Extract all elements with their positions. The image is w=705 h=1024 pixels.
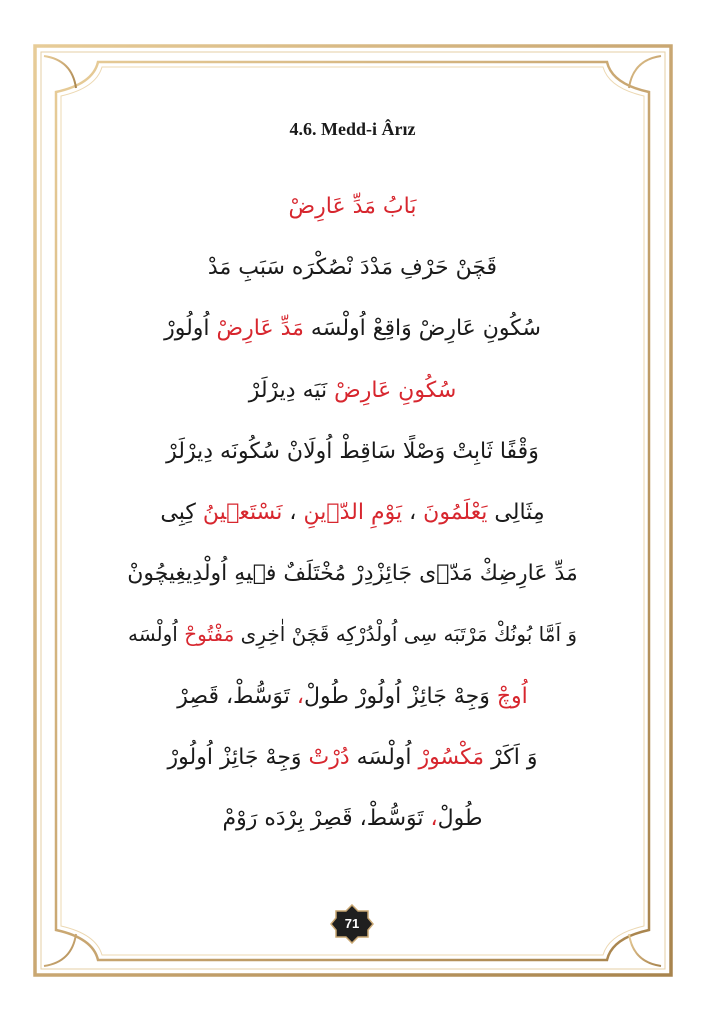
verse-line — [120, 439, 585, 465]
verse-text: وَ اَكَرْ — [484, 745, 538, 770]
verse-highlight: نَسْتَع۪ينُ — [202, 500, 283, 525]
verse-line — [120, 316, 585, 342]
verse-highlight: ، — [296, 684, 304, 709]
verse-line — [120, 500, 585, 526]
verse-line — [120, 255, 585, 281]
verse-highlight: بَابُ مَدِّ عَارِضْ — [288, 194, 417, 219]
verse-line — [120, 684, 585, 710]
verse-highlight: سُكُونِ عَارِضْ — [334, 378, 457, 403]
verse-text: مِثَالِى — [487, 500, 545, 525]
verse-line — [120, 806, 585, 832]
verse-text: تَوَسُّطْ، قَصِرْ بِرْدَه رَوْمْ — [222, 806, 431, 831]
page-number: 71 — [344, 916, 360, 931]
verse-text: وَقْفًا ثَابِتْ وَصْلًا سَاقِطْ اُولَانْ سُكُونَه دِيرْلَرْ — [166, 439, 539, 464]
verse-highlight: يَوْمِ الدّ۪ينِ — [303, 500, 403, 525]
verse-text: اُولْسَه — [127, 622, 185, 646]
verse-line — [120, 745, 585, 771]
verse-text: نَيَه دِيرْلَرْ — [248, 378, 335, 403]
verse-line — [120, 622, 585, 646]
verse-text: ، — [402, 500, 424, 525]
verse-highlight: ، — [430, 806, 438, 831]
verse-text: سُكُونِ عَارِضْ وَاقِعْ اُولْسَه — [303, 316, 541, 341]
section-title: 4.6. Medd-i Ârız — [289, 119, 416, 139]
verse-highlight: يَعْلَمُونَ — [423, 500, 488, 525]
verse-highlight: مَكْسُورْ — [418, 745, 485, 770]
verse-text: مَدِّ عَارِضِكْ مَدّ۪ى جَائِزْدِرْ مُخْتَلَفٌ ف۪يهِ اُولْدِيغِيچُونْ — [127, 561, 578, 586]
verse-text: وَجِهْ جَائِزْ اُولُورْ — [167, 745, 309, 770]
verse-highlight: مَفْتُوحْ — [184, 622, 235, 646]
verse-text: اُولْسَه — [349, 745, 419, 770]
verse-highlight: مَدِّ عَارِضْ — [216, 316, 304, 341]
verse-text: اُولُورْ — [164, 316, 217, 341]
verse-text: تَوَسُّطْ، قَصِرْ — [177, 684, 297, 709]
verse-line — [120, 378, 585, 404]
verse-text: قَچَنْ حَرْفِ مَدْدَ نْصُكْرَه سَبَبِ مَدْ — [207, 255, 498, 280]
verse-highlight: اُوچْ — [496, 684, 528, 709]
verse-text: وَجِهْ جَائِزْ اُولُورْ طُولْ — [303, 684, 497, 709]
verse-text: طُولْ — [437, 806, 483, 831]
verse-highlight: دُرْتْ — [308, 745, 350, 770]
verse-line — [120, 194, 585, 220]
verse-line — [120, 561, 585, 587]
verse-text: كِبِى — [160, 500, 203, 525]
verse-text: ، — [282, 500, 304, 525]
verse-text: وَ اَمَّا بُونُكْ مَرْتَبَه سِى اُولْدُرْكِه قَچَنْ اٰخِرِى — [234, 622, 578, 646]
